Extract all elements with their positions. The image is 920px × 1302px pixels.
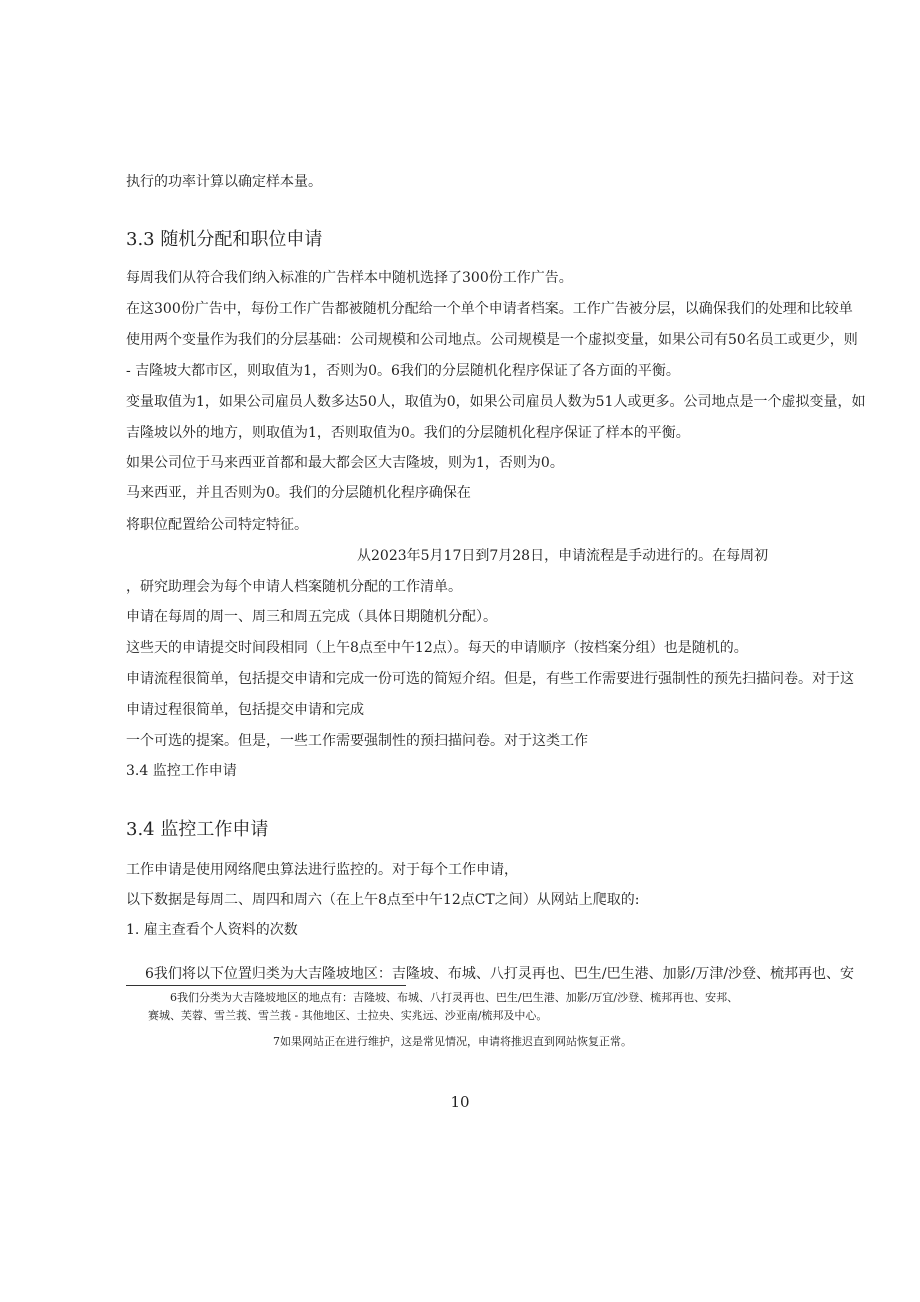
paragraph-line: 工作申请是使用网络爬虫算法进行监控的。对于每个工作申请， bbox=[126, 862, 518, 878]
paragraph-line: 每周我们从符合我们纳入标准的广告样本中随机选择了300份工作广告。 bbox=[126, 270, 573, 286]
paragraph-line: 以下数据是每周二、周四和周六（在上午8点至中午12点CT之间）从网站上爬取的: bbox=[126, 892, 640, 908]
paragraph-line: 这些天的申请提交时间段相同（上午8点至中午12点）。每天的申请顺序（按档案分组）也是随机的。 bbox=[126, 640, 748, 656]
paragraph-line: - 吉隆坡大都市区，则取值为1，否则为0。6我们的分层随机化程序保证了各方面的平衡。 bbox=[126, 363, 680, 379]
footnote-6-line-1: 6我们分类为大吉隆坡地区的地点有：吉隆坡、布城、八打灵再也、巴生/巴生港、加影/万宜/沙登、梳邦再也、安邦、 bbox=[170, 991, 739, 1004]
paragraph-line: 一个可选的提案。但是，一些工作需要强制性的预扫描问卷。对于这类工作 bbox=[126, 733, 588, 749]
section-3-4-heading: 3.4 监控工作申请 bbox=[126, 819, 269, 840]
list-item: 1. 雇主查看个人资料的次数 bbox=[126, 922, 298, 938]
paragraph-line: 吉隆坡以外的地方，则取值为1，否则取值为0。我们的分层随机化程序保证了样本的平衡。 bbox=[126, 425, 690, 441]
paragraph-line: 将职位配置给公司特定特征。 bbox=[126, 517, 308, 533]
paragraph-line: 申请流程很简单，包括提交申请和完成一份可选的简短介绍。但是，有些工作需要进行强制性的预先扫描问卷。对于这 bbox=[126, 671, 854, 687]
footnote-6-line-2: 赛城、芙蓉、雪兰莪、雪兰莪 - 其他地区、士拉央、实兆远、沙亚南/梳邦及中心。 bbox=[148, 1009, 548, 1022]
footnote-7: 7如果网站正在进行维护，这是常见情况，申请将推迟直到网站恢复正常。 bbox=[273, 1035, 632, 1048]
paragraph-line: 从2023年5月17日到7月28日，申请流程是手动进行的。在每周初 bbox=[357, 548, 769, 564]
paragraph-line: 使用两个变量作为我们的分层基础：公司规模和公司地点。公司规模是一个虚拟变量，如果公司有50名员工或更少，则 bbox=[126, 332, 858, 348]
footnote-main: 6我们将以下位置归类为大吉隆坡地区：吉隆坡、布城、八打灵再也、巴生/巴生港、加影/万津/沙登、梳邦再也、安 bbox=[145, 966, 855, 982]
paragraph-line: 变量取值为1，如果公司雇员人数多达50人，取值为0，如果公司雇员人数为51人或更多。公司地点是一个虚拟变量，如 bbox=[126, 394, 866, 410]
paragraph-line: ，研究助理会为每个申请人档案随机分配的工作清单。 bbox=[126, 579, 462, 595]
page-number: 10 bbox=[450, 1093, 470, 1111]
paragraph-line: 马来西亚，并且否则为0。我们的分层随机化程序确保在 bbox=[126, 485, 471, 501]
paragraph-line: 如果公司位于马来西亚首都和最大都会区大吉隆坡，则为1，否则为0。 bbox=[126, 455, 564, 471]
section-3-3-heading: 3.3 随机分配和职位申请 bbox=[126, 229, 323, 250]
footnote-divider bbox=[126, 985, 406, 986]
intro-line: 执行的功率计算以确定样本量。 bbox=[126, 174, 322, 190]
paragraph-line: 申请过程很简单，包括提交申请和完成 bbox=[126, 702, 364, 718]
paragraph-line: 在这300份广告中，每份工作广告都被随机分配给一个单个申请者档案。工作广告被分层，以确保我们的处理和比较单 bbox=[126, 301, 853, 317]
paragraph-line: 3.4 监控工作申请 bbox=[126, 763, 237, 779]
paragraph-line: 申请在每周的周一、周三和周五完成（具体日期随机分配）。 bbox=[126, 609, 497, 625]
